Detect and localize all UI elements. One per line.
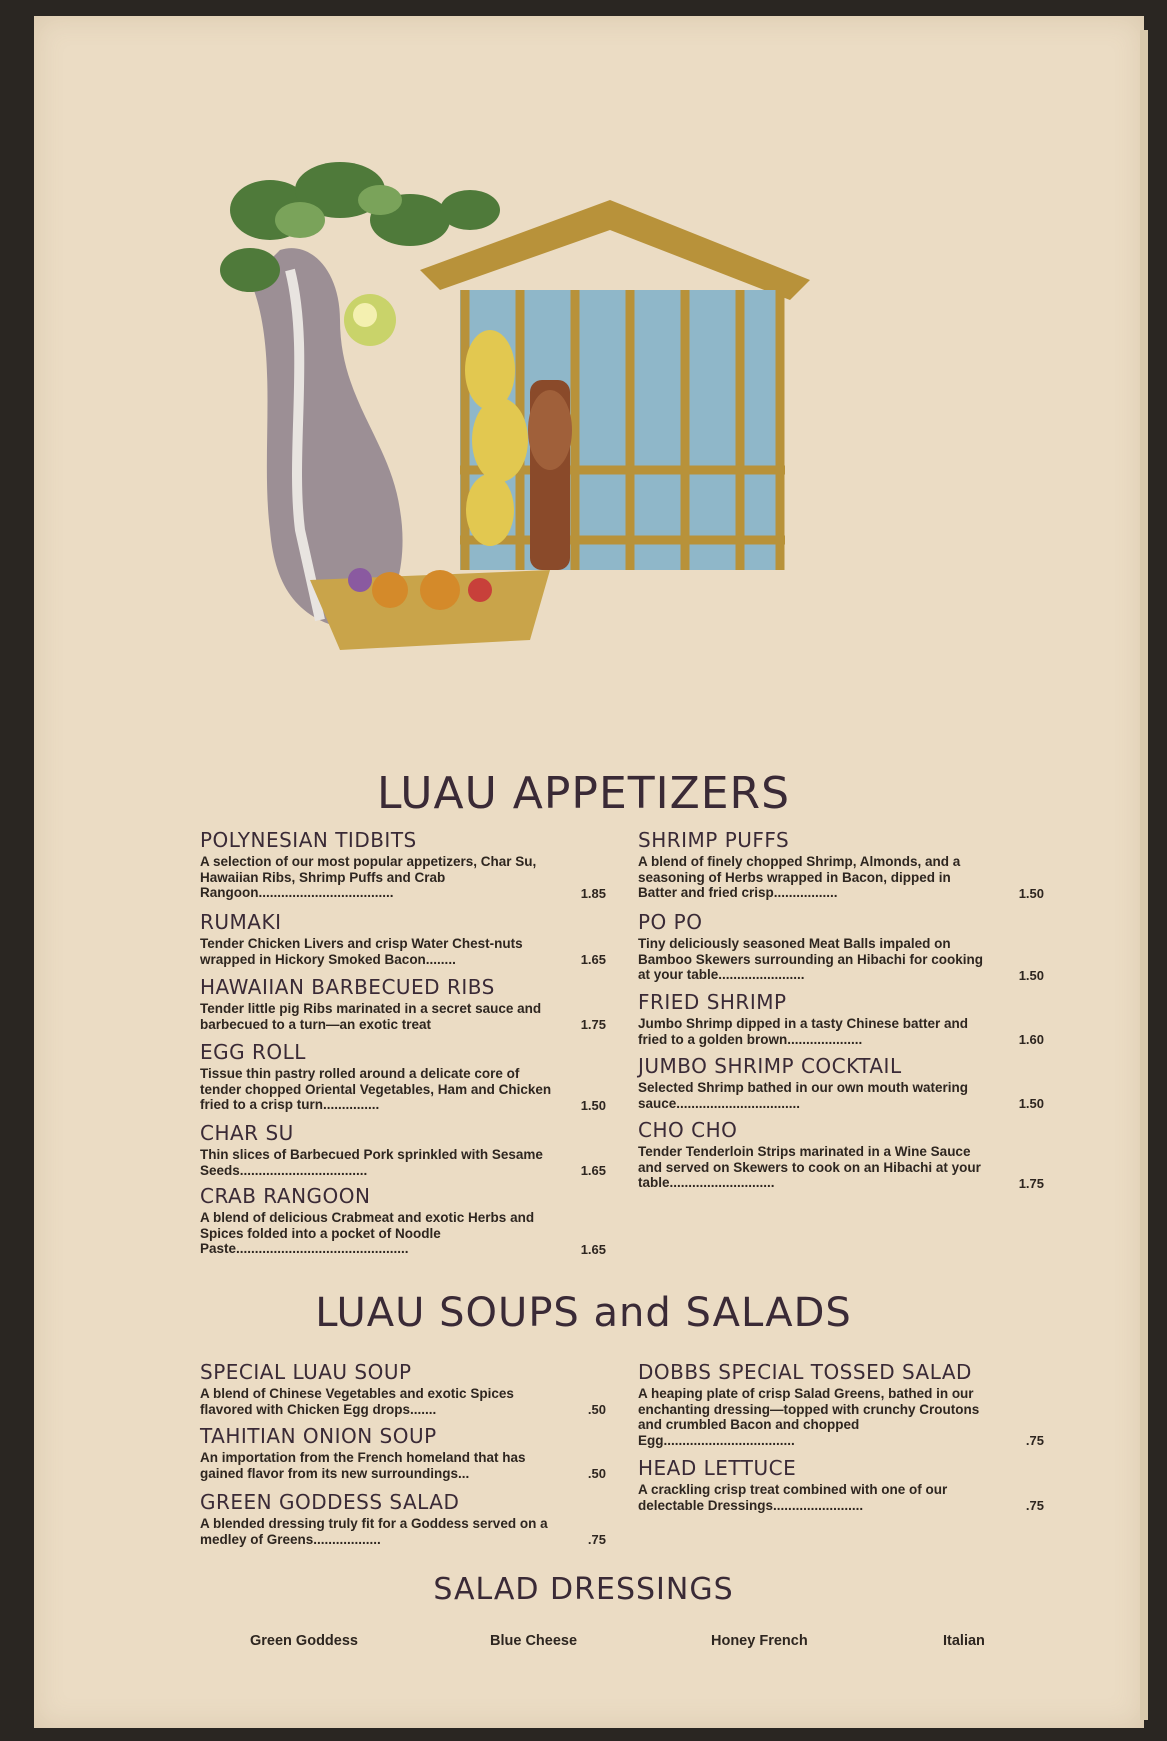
item-name: JUMBO SHRIMP COCKTAIL (638, 1054, 902, 1078)
item-description: A blend of Chinese Vegetables and exotic Spices flavored with Chicken Egg drops....... (200, 1386, 514, 1417)
item-name: EGG ROLL (200, 1040, 306, 1064)
item-description: A selection of our most popular appetizers, Char Su, Hawaiian Ribs, Shrimp Puffs and Crab Rangoon.................................... (200, 854, 537, 900)
item-name: HEAD LETTUCE (638, 1456, 797, 1480)
item-price: .75 (1025, 1433, 1044, 1448)
dressing-option: Green Goddess (250, 1633, 358, 1649)
item-description: Tender little pig Ribs marinated in a secret sauce and barbecued to a turn—an exotic treat (200, 1001, 542, 1032)
item-description: An importation from the French homeland that has gained flavor from its new surroundings... (200, 1450, 526, 1481)
dressings-heading: SALAD DRESSINGS (433, 1572, 734, 1607)
item-description: A crackling crisp treat combined with one of our delectable Dressings........................ (638, 1482, 948, 1513)
item-name: RUMAKI (200, 910, 282, 934)
item-description: A blend of finely chopped Shrimp, Almonds, and a seasoning of Herbs wrapped in Bacon, dipped in Batter and fried crisp................. (638, 854, 961, 900)
item-price: 1.65 (580, 1241, 606, 1257)
menu-item (200, 975, 606, 1032)
item-name: HAWAIIAN BARBECUED RIBS (200, 975, 495, 999)
item-description: A heaping plate of crisp Salad Greens, bathed in our enchanting dressing—topped with crunchy Croutons and crumbled Bacon and chopped Egg................................... (638, 1386, 980, 1448)
menu-item (638, 1456, 1044, 1513)
menu-item (638, 910, 1044, 983)
item-name: CHAR SU (200, 1121, 294, 1145)
item-name: GREEN GODDESS SALAD (200, 1490, 460, 1514)
item-price: 1.50 (580, 1097, 606, 1113)
item-price: 1.50 (1018, 1096, 1044, 1111)
item-price: 1.75 (580, 1017, 606, 1032)
menu-item (638, 1360, 1044, 1448)
item-description: Selected Shrimp bathed in our own mouth watering sauce................................. (638, 1080, 969, 1111)
item-description: A blended dressing truly fit for a Goddess served on a medley of Greens.................. (200, 1516, 548, 1547)
item-name: POLYNESIAN TIDBITS (200, 828, 417, 852)
soups-salads-heading: LUAU SOUPS and SALADS (315, 1290, 852, 1336)
item-price: 1.65 (580, 952, 606, 967)
menu-item (200, 1121, 606, 1178)
item-description: Tender Chicken Livers and crisp Water Chest-nuts wrapped in Hickory Smoked Bacon........ (200, 936, 523, 967)
item-description: A blend of delicious Crabmeat and exotic Herbs and Spices folded into a pocket of Noodle Paste.............................................. (200, 1210, 535, 1256)
item-price: 1.75 (1018, 1175, 1044, 1191)
item-name: CRAB RANGOON (200, 1184, 371, 1208)
menu-item (200, 910, 606, 967)
item-price: .50 (587, 1466, 606, 1481)
item-price: 1.85 (580, 885, 606, 901)
item-name: SPECIAL LUAU SOUP (200, 1360, 412, 1384)
menu-item (200, 1424, 606, 1481)
item-name: SHRIMP PUFFS (638, 828, 790, 852)
item-price: .75 (1025, 1498, 1044, 1513)
menu-item (200, 1184, 606, 1257)
menu-item (638, 828, 1044, 901)
item-description: Thin slices of Barbecued Pork sprinkled with Sesame Seeds.................................. (200, 1147, 543, 1178)
tropical-illustration (190, 150, 940, 710)
page-edge (1140, 30, 1148, 1720)
item-price: .75 (587, 1532, 606, 1547)
menu-item (638, 1054, 1044, 1111)
menu-item (638, 1118, 1044, 1191)
item-name: TAHITIAN ONION SOUP (200, 1424, 437, 1448)
item-name: FRIED SHRIMP (638, 990, 787, 1014)
item-name: PO PO (638, 910, 703, 934)
appetizers-heading: LUAU APPETIZERS (376, 768, 791, 819)
item-description: Tiny deliciously seasoned Meat Balls impaled on Bamboo Skewers surrounding an Hibachi for cooking at your table....................... (638, 936, 984, 982)
dressing-option: Italian (943, 1633, 985, 1649)
menu-item (200, 1490, 606, 1547)
menu-item (200, 828, 606, 901)
menu-item (638, 990, 1044, 1047)
menu-item (200, 1040, 606, 1113)
item-price: 1.50 (1018, 885, 1044, 901)
item-price: 1.60 (1018, 1032, 1044, 1047)
dressing-option: Honey French (711, 1633, 808, 1649)
item-description: Tissue thin pastry rolled around a delicate core of tender chopped Oriental Vegetables, Ham and Chicken fried to a crisp turn............... (200, 1066, 552, 1112)
item-price: 1.65 (580, 1163, 606, 1178)
item-description: Tender Tenderloin Strips marinated in a Wine Sauce and served on Skewers to cook on an Hibachi at your table............................ (638, 1144, 981, 1190)
item-description: Jumbo Shrimp dipped in a tasty Chinese batter and fried to a golden brown.................... (638, 1016, 969, 1047)
dressing-option: Blue Cheese (490, 1633, 578, 1649)
menu-item (200, 1360, 606, 1417)
item-price: .50 (587, 1402, 606, 1417)
item-price: 1.50 (1018, 967, 1044, 983)
item-name: DOBBS SPECIAL TOSSED SALAD (638, 1360, 972, 1384)
item-name: CHO CHO (638, 1118, 738, 1142)
